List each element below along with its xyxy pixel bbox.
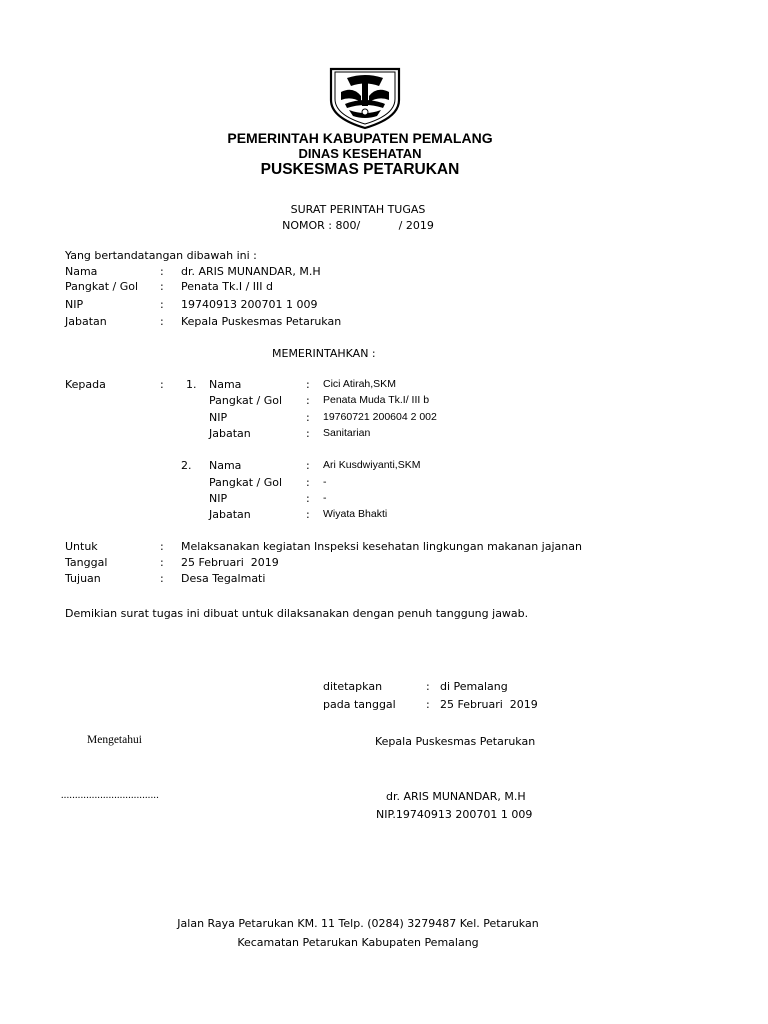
field-sep: : — [306, 508, 310, 521]
field-sep: : — [160, 298, 164, 311]
doc-number: NOMOR : 800/ / 2019 — [282, 219, 434, 232]
right-signer-title: Kepala Puskesmas Petarukan — [375, 735, 536, 748]
field-label: NIP — [209, 492, 228, 505]
field-label: Untuk — [65, 540, 98, 553]
header-line-2: DINAS KESEHATAN — [298, 146, 422, 161]
acknowledged-label: Mengetahui — [87, 734, 142, 746]
field-value: Desa Tegalmati — [181, 572, 266, 585]
field-label: Jabatan — [209, 508, 251, 521]
doc-title: SURAT PERINTAH TUGAS — [290, 203, 426, 216]
field-value: - — [323, 476, 327, 488]
field-value: Kepala Puskesmas Petarukan — [181, 315, 342, 328]
field-label: Nama — [65, 265, 98, 278]
footer-address-line-2: Kecamatan Petarukan Kabupaten Pemalang — [237, 936, 479, 949]
field-sep: : — [306, 378, 310, 391]
kepada-label: Kepada — [65, 378, 106, 391]
field-sep: : — [160, 540, 164, 553]
field-value: Penata Tk.I / III d — [181, 280, 274, 293]
right-signer-name: dr. ARIS MUNANDAR, M.H — [386, 790, 526, 803]
field-value: dr. ARIS MUNANDAR, M.H — [181, 265, 321, 278]
field-value: 19760721 200604 2 002 — [323, 411, 437, 423]
field-sep: : — [160, 556, 164, 569]
field-value: 25 Februari 2019 — [440, 698, 538, 711]
footer-address-line-1: Jalan Raya Petarukan KM. 11 Telp. (0284) 3279487 Kel. Petarukan — [177, 917, 539, 930]
field-label: NIP — [65, 298, 84, 311]
field-label: ditetapkan — [323, 680, 383, 693]
header-line-1: PEMERINTAH KABUPATEN PEMALANG — [227, 130, 493, 146]
field-value: Ari Kusdwiyanti,SKM — [323, 459, 421, 471]
field-value: Penata Muda Tk.I/ III b — [323, 394, 430, 406]
field-label: Pangkat / Gol — [65, 280, 139, 293]
field-sep: : — [426, 680, 430, 693]
field-label: Tujuan — [65, 572, 101, 585]
field-value: Wiyata Bhakti — [323, 508, 388, 520]
field-sep: : — [306, 394, 310, 407]
person-number: 1. — [186, 378, 197, 391]
field-label: Jabatan — [209, 427, 251, 440]
field-label: Pangkat / Gol — [209, 394, 283, 407]
field-sep: : — [306, 492, 310, 505]
field-sep: : — [306, 411, 310, 424]
field-value: Cici Atirah,SKM — [323, 378, 396, 390]
field-sep: : — [160, 265, 164, 278]
field-label: Tanggal — [65, 556, 108, 569]
right-signer-nip: NIP.19740913 200701 1 009 — [376, 808, 533, 821]
command-heading: MEMERINTAHKAN : — [272, 347, 376, 360]
field-label: NIP — [209, 411, 228, 424]
field-label: Pangkat / Gol — [209, 476, 283, 489]
field-label: pada tanggal — [323, 698, 396, 711]
field-label: Nama — [209, 378, 242, 391]
field-value: 19740913 200701 1 009 — [181, 298, 318, 311]
field-sep: : — [160, 572, 164, 585]
intro-text: Yang bertandatangan dibawah ini : — [65, 249, 257, 262]
field-sep: : — [160, 315, 164, 328]
field-value: 25 Februari 2019 — [181, 556, 279, 569]
field-sep: : — [160, 280, 164, 293]
field-label: Nama — [209, 459, 242, 472]
regency-crest-logo — [327, 66, 403, 130]
field-value: di Pemalang — [440, 680, 508, 693]
field-sep: : — [306, 459, 310, 472]
header-line-3: PUSKESMAS PETARUKAN — [260, 161, 460, 178]
field-value: Melaksanakan kegiatan Inspeksi kesehatan lingkungan makanan jajanan — [181, 540, 582, 553]
field-sep: : — [306, 427, 310, 440]
closing-statement: Demikian surat tugas ini dibuat untuk dilaksanakan dengan penuh tanggung jawab. — [65, 607, 529, 620]
field-label: Jabatan — [65, 315, 107, 328]
field-sep: : — [426, 698, 430, 711]
kepada-sep: : — [160, 378, 164, 391]
field-value: - — [323, 492, 327, 504]
field-value: Sanitarian — [323, 427, 371, 439]
person-number: 2. — [181, 459, 192, 472]
field-sep: : — [306, 476, 310, 489]
left-signature-line: ................................... — [61, 790, 159, 801]
